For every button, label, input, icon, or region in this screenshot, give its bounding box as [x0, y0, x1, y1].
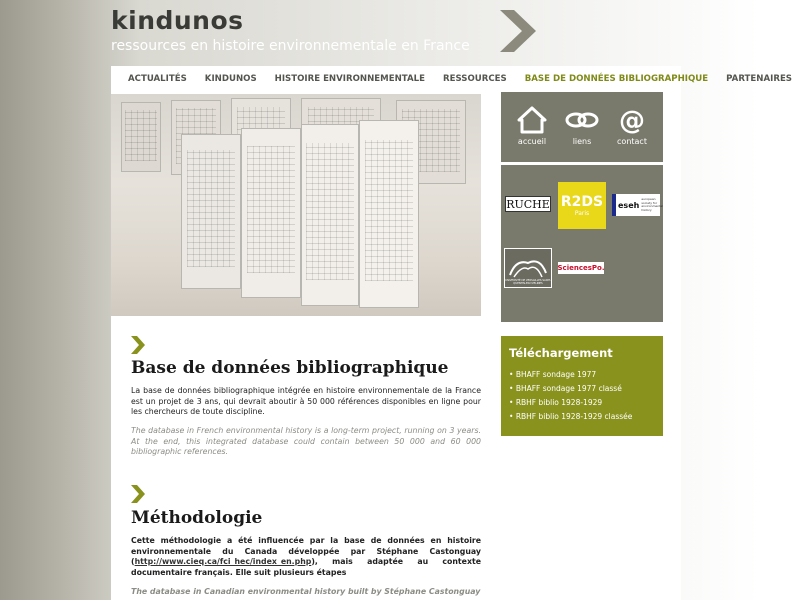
- nav-item-partenaires[interactable]: PARTENAIRES: [726, 74, 792, 84]
- r2ds-logo-text: R2DS: [560, 194, 604, 210]
- contact-link[interactable]: [607, 106, 657, 146]
- home-link-label: accueil: [517, 137, 547, 146]
- r2ds-logo-subtext: Paris: [574, 210, 590, 217]
- nav-item-actualites[interactable]: ACTUALITÉS: [128, 74, 187, 84]
- chevron-right-icon: [500, 10, 536, 52]
- sidebar-divider: [501, 162, 663, 165]
- server-rack: [301, 124, 359, 306]
- main-navigation: [111, 66, 792, 92]
- uvsq-logo-text: UNIVERSITÉ DE VERSAILLES SAINT-QUENTIN-EN-YVELINES: [505, 279, 551, 285]
- section-chevron-icon: [131, 336, 145, 354]
- download-link[interactable]: • RBHF biblio 1928-1929: [509, 396, 632, 410]
- base-description-en: The database in French environmental history is a long-term project, running on 3 years. At the end, this integrated database could contain between 50 000 and 60 000 bibliographic references.: [131, 426, 481, 456]
- hero-image-server-room: [111, 94, 481, 316]
- download-title: Téléchargement: [509, 346, 613, 360]
- methodologie-text-part2: ), mais adaptée au contexte documentaire français. Elle suit plusieurs étapes: [131, 557, 481, 577]
- methodologie-description-en: The database in Canadian environmental history built by Stéphane Castonguay: [131, 587, 481, 596]
- cieq-link[interactable]: http://www.cieq.ca/fci_hec/index_en.php: [134, 557, 312, 566]
- contact-link-label: contact: [617, 137, 647, 146]
- section-title-base: Base de données bibliographique: [131, 358, 449, 378]
- download-link[interactable]: • BHAFF sondage 1977: [509, 368, 632, 382]
- home-icon: [517, 106, 547, 134]
- home-link[interactable]: [507, 106, 557, 146]
- download-list: [509, 368, 632, 424]
- content-area: [111, 92, 681, 600]
- at-icon: [617, 106, 647, 134]
- methodologie-description-fr: [131, 536, 481, 578]
- links-link[interactable]: [557, 106, 607, 146]
- uvsq-emblem-icon: [506, 255, 550, 279]
- server-rack: [241, 128, 301, 298]
- site-tagline: ressources en histoire environnementale en France: [111, 38, 470, 54]
- section-title-methodologie: Méthodologie: [131, 508, 263, 528]
- eseh-logo-subtext: european society for environmental history: [641, 197, 664, 212]
- server-rack: [359, 120, 419, 308]
- eseh-logo[interactable]: [612, 194, 664, 216]
- nav-item-histoire-environnementale[interactable]: HISTOIRE ENVIRONNEMENTALE: [274, 74, 425, 84]
- methodologie-text-part1: Cette méthodologie a été influencée par la base de données en histoire environnementale du Canada développée par Stéphane Castonguay (: [131, 536, 481, 566]
- sciencespo-logo[interactable]: [558, 262, 604, 274]
- site-header: [0, 0, 800, 66]
- server-rack: [181, 134, 241, 289]
- ruche-logo[interactable]: [505, 196, 551, 212]
- nav-item-base-de-donnees[interactable]: BASE DE DONNÉES BIBLIOGRAPHIQUE: [524, 74, 709, 84]
- eseh-logo-text: eseh: [618, 200, 640, 210]
- nav-item-ressources[interactable]: RESSOURCES: [442, 74, 507, 84]
- link-icon: [565, 106, 599, 134]
- site-logo-text[interactable]: kindunos: [111, 6, 244, 35]
- links-link-label: liens: [572, 137, 592, 146]
- sciencespo-logo-text: SciencesPo.: [557, 264, 605, 272]
- svg-text:@: @: [619, 106, 645, 136]
- nav-item-kindunos[interactable]: KINDUNOS: [204, 74, 257, 84]
- download-link[interactable]: • BHAFF sondage 1977 classé: [509, 382, 632, 396]
- base-description-fr: La base de données bibliographique intégrée en histoire environnementale de la France est un projet de 3 ans, qui devrait aboutir à 50 000 références disponibles en ligne pour les chercheurs de toute discipline.: [131, 386, 481, 416]
- download-panel: [501, 336, 663, 436]
- sidebar-quick-links: [501, 92, 663, 322]
- server-rack: [121, 102, 161, 172]
- uvsq-logo[interactable]: [504, 248, 552, 288]
- r2ds-logo[interactable]: [558, 182, 606, 229]
- download-link[interactable]: • RBHF biblio 1928-1929 classée: [509, 410, 632, 424]
- ruche-logo-text: RUCHE: [506, 197, 550, 211]
- section-chevron-icon: [131, 485, 145, 503]
